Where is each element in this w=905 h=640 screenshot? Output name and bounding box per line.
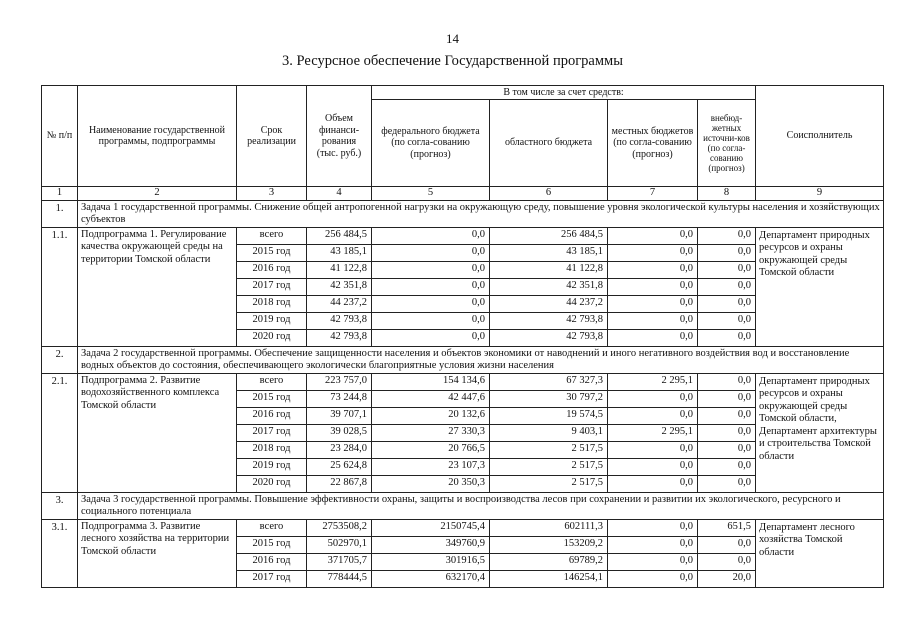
local-cell: 0,0 bbox=[608, 312, 698, 329]
regional-cell: 256 484,5 bbox=[490, 227, 608, 244]
extrabudget-cell: 0,0 bbox=[698, 553, 756, 570]
period-cell: 2016 год bbox=[237, 261, 307, 278]
col-index: 9 bbox=[756, 187, 884, 201]
col-index: 3 bbox=[237, 187, 307, 201]
total-cell: 256 484,5 bbox=[307, 227, 372, 244]
federal-cell: 301916,5 bbox=[372, 553, 490, 570]
regional-cell: 602111,3 bbox=[490, 519, 608, 536]
local-cell: 0,0 bbox=[608, 227, 698, 244]
local-cell: 0,0 bbox=[608, 244, 698, 261]
page-number: 14 bbox=[446, 31, 459, 46]
regional-cell: 44 237,2 bbox=[490, 295, 608, 312]
federal-cell: 0,0 bbox=[372, 278, 490, 295]
period-cell: всего bbox=[237, 227, 307, 244]
federal-cell: 0,0 bbox=[372, 244, 490, 261]
header-federal: федерального бюджета (по согла-сованию (прогноз) bbox=[372, 100, 490, 187]
regional-cell: 2 517,5 bbox=[490, 441, 608, 458]
regional-cell: 2 517,5 bbox=[490, 458, 608, 475]
task-row bbox=[42, 346, 884, 373]
period-cell: 2020 год bbox=[237, 329, 307, 346]
regional-cell: 42 793,8 bbox=[490, 312, 608, 329]
total-cell: 44 237,2 bbox=[307, 295, 372, 312]
task-number: 2. bbox=[42, 346, 78, 373]
period-cell: 2019 год bbox=[237, 458, 307, 475]
federal-cell: 20 766,5 bbox=[372, 441, 490, 458]
header-volume: Объем финанси-рования (тыс. руб.) bbox=[307, 86, 372, 187]
total-cell: 23 284,0 bbox=[307, 441, 372, 458]
local-cell: 0,0 bbox=[608, 570, 698, 587]
period-cell: 2018 год bbox=[237, 441, 307, 458]
period-cell: 2017 год bbox=[237, 424, 307, 441]
period-cell: 2017 год bbox=[237, 278, 307, 295]
regional-cell: 42 793,8 bbox=[490, 329, 608, 346]
total-cell: 2753508,2 bbox=[307, 519, 372, 536]
federal-cell: 632170,4 bbox=[372, 570, 490, 587]
federal-cell: 0,0 bbox=[372, 312, 490, 329]
header-regional: областного бюджета bbox=[490, 100, 608, 187]
task-row bbox=[42, 200, 884, 227]
subprogram-number: 3.1. bbox=[42, 519, 78, 587]
extrabudget-cell: 0,0 bbox=[698, 424, 756, 441]
executor-cell: Департамент природных ресурсов и охраны окружающей среды Томской области bbox=[756, 227, 884, 346]
total-cell: 223 757,0 bbox=[307, 373, 372, 390]
task-description: Задача 2 государственной программы. Обеспечение защищенности населения и объектов экономики от наводнений и иного негативного воздействия вод и восстановление водных объектов до состояния, обеспечивающего экологически благоприятные условия жизни населения bbox=[78, 346, 884, 373]
federal-cell: 154 134,6 bbox=[372, 373, 490, 390]
extrabudget-cell: 20,0 bbox=[698, 570, 756, 587]
regional-cell: 69789,2 bbox=[490, 553, 608, 570]
federal-cell: 0,0 bbox=[372, 329, 490, 346]
subprogram-name: Подпрограмма 3. Развитие лесного хозяйства на территории Томской области bbox=[78, 519, 237, 587]
period-cell: 2015 год bbox=[237, 536, 307, 553]
local-cell: 0,0 bbox=[608, 278, 698, 295]
extrabudget-cell: 0,0 bbox=[698, 390, 756, 407]
extrabudget-cell: 0,0 bbox=[698, 295, 756, 312]
total-cell: 39 707,1 bbox=[307, 407, 372, 424]
col-index: 7 bbox=[608, 187, 698, 201]
period-cell: 2016 год bbox=[237, 407, 307, 424]
regional-cell: 153209,2 bbox=[490, 536, 608, 553]
local-cell: 0,0 bbox=[608, 295, 698, 312]
period-cell: 2015 год bbox=[237, 244, 307, 261]
total-cell: 778444,5 bbox=[307, 570, 372, 587]
table-row bbox=[42, 227, 884, 244]
total-cell: 42 793,8 bbox=[307, 312, 372, 329]
extrabudget-cell: 0,0 bbox=[698, 244, 756, 261]
executor-cell: Департамент лесного хозяйства Томской области bbox=[756, 519, 884, 587]
period-cell: 2019 год bbox=[237, 312, 307, 329]
task-description: Задача 3 государственной программы. Повышение эффективности охраны, защиты и воспроизводства лесов при сохранении и развитии их экологического, ресурсного и социального потенциала bbox=[78, 492, 884, 519]
local-cell: 0,0 bbox=[608, 441, 698, 458]
total-cell: 73 244,8 bbox=[307, 390, 372, 407]
period-cell: 2018 год bbox=[237, 295, 307, 312]
total-cell: 371705,7 bbox=[307, 553, 372, 570]
local-cell: 0,0 bbox=[608, 329, 698, 346]
local-cell: 0,0 bbox=[608, 519, 698, 536]
subprogram-name: Подпрограмма 1. Регулирование качества окружающей среды на территории Томской области bbox=[78, 227, 237, 346]
extrabudget-cell: 0,0 bbox=[698, 441, 756, 458]
period-cell: 2017 год bbox=[237, 570, 307, 587]
local-cell: 0,0 bbox=[608, 407, 698, 424]
header-name: Наименование государственной программы, подпрограммы bbox=[78, 86, 237, 187]
regional-cell: 2 517,5 bbox=[490, 475, 608, 492]
extrabudget-cell: 0,0 bbox=[698, 278, 756, 295]
task-number: 3. bbox=[42, 492, 78, 519]
total-cell: 22 867,8 bbox=[307, 475, 372, 492]
resource-table bbox=[41, 85, 884, 588]
local-cell: 0,0 bbox=[608, 458, 698, 475]
col-index: 1 bbox=[42, 187, 78, 201]
federal-cell: 0,0 bbox=[372, 227, 490, 244]
regional-cell: 67 327,3 bbox=[490, 373, 608, 390]
total-cell: 502970,1 bbox=[307, 536, 372, 553]
col-index: 6 bbox=[490, 187, 608, 201]
table-row bbox=[42, 373, 884, 390]
federal-cell: 27 330,3 bbox=[372, 424, 490, 441]
total-cell: 42 351,8 bbox=[307, 278, 372, 295]
extrabudget-cell: 0,0 bbox=[698, 407, 756, 424]
federal-cell: 349760,9 bbox=[372, 536, 490, 553]
federal-cell: 23 107,3 bbox=[372, 458, 490, 475]
header-period: Срок реализации bbox=[237, 86, 307, 187]
header-extrabudget: внебюд-жетных источни-ков (по согла-сованию (прогноз) bbox=[698, 100, 756, 187]
regional-cell: 43 185,1 bbox=[490, 244, 608, 261]
col-index: 4 bbox=[307, 187, 372, 201]
regional-cell: 9 403,1 bbox=[490, 424, 608, 441]
local-cell: 2 295,1 bbox=[608, 373, 698, 390]
extrabudget-cell: 0,0 bbox=[698, 329, 756, 346]
section-title: 3. Ресурсное обеспечение Государственной программы bbox=[282, 53, 623, 69]
regional-cell: 19 574,5 bbox=[490, 407, 608, 424]
local-cell: 0,0 bbox=[608, 390, 698, 407]
extrabudget-cell: 0,0 bbox=[698, 458, 756, 475]
extrabudget-cell: 0,0 bbox=[698, 536, 756, 553]
regional-cell: 30 797,2 bbox=[490, 390, 608, 407]
subprogram-name: Подпрограмма 2. Развитие водохозяйственного комплекса Томской области bbox=[78, 373, 237, 492]
local-cell: 2 295,1 bbox=[608, 424, 698, 441]
federal-cell: 0,0 bbox=[372, 261, 490, 278]
period-cell: 2015 год bbox=[237, 390, 307, 407]
subprogram-number: 2.1. bbox=[42, 373, 78, 492]
total-cell: 43 185,1 bbox=[307, 244, 372, 261]
federal-cell: 20 350,3 bbox=[372, 475, 490, 492]
total-cell: 42 793,8 bbox=[307, 329, 372, 346]
local-cell: 0,0 bbox=[608, 475, 698, 492]
header-num: № п/п bbox=[42, 86, 78, 187]
header-including: В том числе за счет средств: bbox=[372, 86, 756, 100]
federal-cell: 0,0 bbox=[372, 295, 490, 312]
regional-cell: 42 351,8 bbox=[490, 278, 608, 295]
period-cell: всего bbox=[237, 373, 307, 390]
total-cell: 25 624,8 bbox=[307, 458, 372, 475]
extrabudget-cell: 0,0 bbox=[698, 312, 756, 329]
federal-cell: 2150745,4 bbox=[372, 519, 490, 536]
table-row bbox=[42, 519, 884, 536]
regional-cell: 146254,1 bbox=[490, 570, 608, 587]
period-cell: 2020 год bbox=[237, 475, 307, 492]
header-local: местных бюджетов (по согла-сованию (прогноз) bbox=[608, 100, 698, 187]
col-index: 5 bbox=[372, 187, 490, 201]
header-executor: Соисполнитель bbox=[756, 86, 884, 187]
period-cell: всего bbox=[237, 519, 307, 536]
federal-cell: 20 132,6 bbox=[372, 407, 490, 424]
period-cell: 2016 год bbox=[237, 553, 307, 570]
header-row-top bbox=[42, 86, 884, 100]
subprogram-number: 1.1. bbox=[42, 227, 78, 346]
local-cell: 0,0 bbox=[608, 261, 698, 278]
extrabudget-cell: 651,5 bbox=[698, 519, 756, 536]
local-cell: 0,0 bbox=[608, 536, 698, 553]
task-number: 1. bbox=[42, 200, 78, 227]
extrabudget-cell: 0,0 bbox=[698, 373, 756, 390]
total-cell: 39 028,5 bbox=[307, 424, 372, 441]
extrabudget-cell: 0,0 bbox=[698, 227, 756, 244]
task-description: Задача 1 государственной программы. Снижение общей антропогенной нагрузки на окружающую среду, повышение уровня экологической культуры населения и хозяйствующих субъектов bbox=[78, 200, 884, 227]
col-index: 8 bbox=[698, 187, 756, 201]
extrabudget-cell: 0,0 bbox=[698, 261, 756, 278]
extrabudget-cell: 0,0 bbox=[698, 475, 756, 492]
task-row bbox=[42, 492, 884, 519]
executor-cell: Департамент природных ресурсов и охраны окружающей среды Томской области, Департамент архитектуры и строительства Томской области bbox=[756, 373, 884, 492]
col-index: 2 bbox=[78, 187, 237, 201]
local-cell: 0,0 bbox=[608, 553, 698, 570]
column-index-row bbox=[42, 187, 884, 201]
regional-cell: 41 122,8 bbox=[490, 261, 608, 278]
federal-cell: 42 447,6 bbox=[372, 390, 490, 407]
total-cell: 41 122,8 bbox=[307, 261, 372, 278]
